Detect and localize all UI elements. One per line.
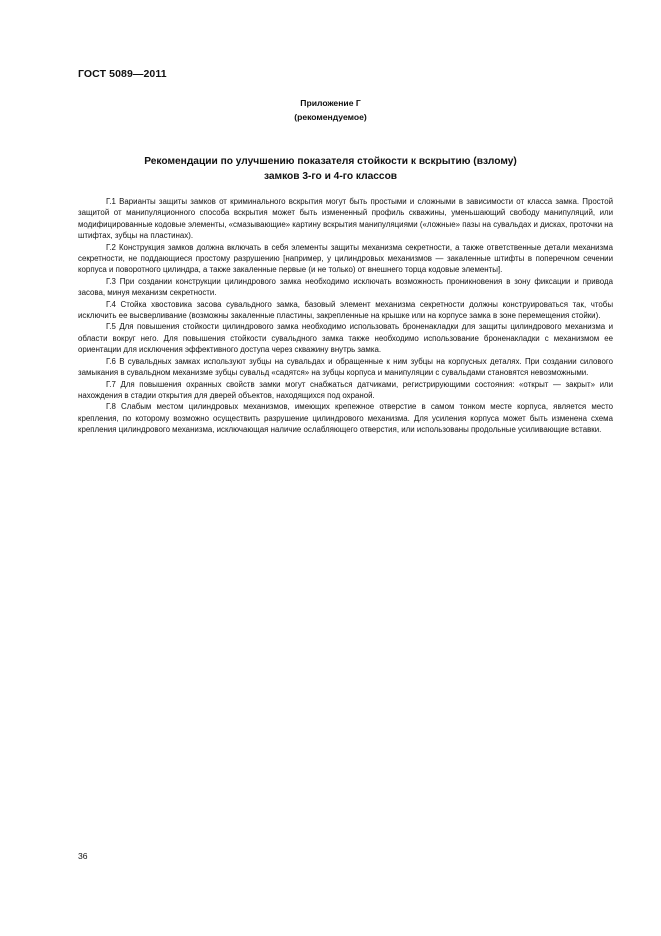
paragraph-g7: Г.7 Для повышения охранных свойств замки могут снабжаться датчиками, регистрирующими состояния: «открыт — закрыт» или нахождения в стадии открытия для дверей объектов, находящихся под охраной. <box>78 379 613 400</box>
appendix-label: Приложение Г <box>300 98 361 108</box>
paragraph-g4: Г.4 Стойка хвостовика засова сувальдного замка, базовый элемент механизма секретности должны конструироваться так, чтобы исключить ее высверливание (возможны закаленные пластины, закрепленные на крышке или на корпусе замка в зоне перемещения стойки). <box>78 299 613 321</box>
paragraph-g8: Г.8 Слабым местом цилиндровых механизмов, имеющих крепежное отверстие в самом тонком месте корпуса, является место крепления, по которому возможно осуществить разрушение цилиндрового механизма. Для усиления корпуса может быть изменена схема крепления цилиндрового механизма, исключающая наличие ослабляющего отверстия, или использованы продольные усиливающие вставки. <box>78 402 613 435</box>
paragraph-g5: Г.5 Для повышения стойкости цилиндрового замка необходимо использовать броненакладки для защиты цилиндрового механизма и области вокруг него. Для повышения стойкости сувальдного замка также необходимо использование броненакладки с механизмом ее ориентации для исключения эффективного доступа через скважину внутрь замка. <box>78 322 613 355</box>
paragraph-g1: Г.1 Варианты защиты замков от криминального вскрытия могут быть простыми и сложными в зависимости от класса замка. Простой защитой от манипуляционного способа вскрытия может быть измененный профиль скважины, уменьшающий свободу манипуляций, или модифицированные кодовые элементы, «смазывающие» картину вскрытия манипуляциями («ложные» пазы на сувальдах и дисках, проточки на штифтах, зубцы на пластинах). <box>78 197 613 241</box>
appendix-heading <box>0 96 661 124</box>
document-code: ГОСТ 5089—2011 <box>78 68 167 80</box>
body-text <box>78 196 613 436</box>
paragraph-g6: Г.6 В сувальдных замках используют зубцы на сувальдах и обращенные к ним зубцы на корпусных деталях. При создании силового замыкания в сувальдном механизме зубцы сувальд «садятся» на зубцы корпуса и манипуляции с сувальдами становятся невозможными. <box>78 356 613 378</box>
section-title-line-1: Рекомендации по улучшению показателя стойкости к вскрытию (взлому) <box>144 156 517 167</box>
paragraph-g2: Г.2 Конструкция замков должна включать в себя элементы защиты механизма секретности, а также ответственные детали механизма секретности, не поддающиеся простому разрушению [например, у цилиндровых механизмов — закаленные штифты в поперечном сечении корпуса и поворотного цилиндра, а также закаленные первые (и не только) от внешнего торца кодовые элементы]. <box>78 242 613 275</box>
paragraph-g3: Г.3 При создании конструкции цилиндрового замка необходимо исключать возможность проникновения в зону фиксации и привода засова, минуя механизм секретности. <box>78 276 613 298</box>
section-title <box>78 154 583 184</box>
section-title-line-2: замков 3-го и 4-го классов <box>263 171 398 182</box>
appendix-status: (рекомендуемое) <box>294 112 367 122</box>
page-number: 36 <box>78 851 88 861</box>
